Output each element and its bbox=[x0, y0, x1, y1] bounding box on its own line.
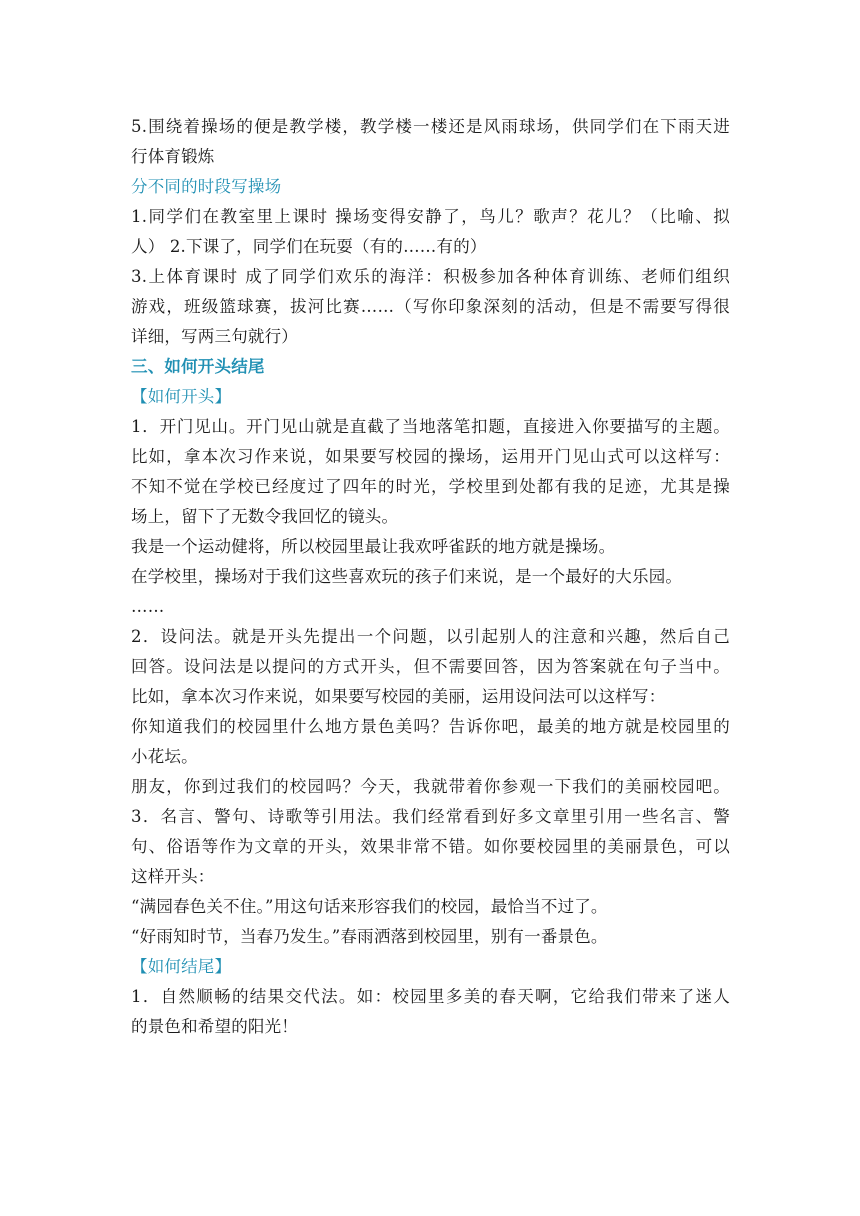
text-line: 游戏，班级篮球赛，拔河比赛……（写你印象深刻的活动，但是不需要写得很 bbox=[131, 297, 730, 316]
text-line: 1．自然顺畅的结果交代法。如：校园里多美的春天啊，它给我们带来了迷人 bbox=[131, 987, 730, 1006]
section-heading: 【如何结尾】 bbox=[131, 957, 232, 976]
text-line: 不知不觉在学校已经度过了四年的时光，学校里到处都有我的足迹，尤其是操 bbox=[131, 477, 730, 496]
text-line: 句、俗语等作为文章的开头，效果非常不错。如你要校园里的美丽景色，可以 bbox=[131, 837, 730, 856]
text-line: 1.同学们在教室里上课时 操场变得安静了，鸟儿？歌声？花儿？（比喻、拟 bbox=[131, 207, 730, 226]
text-line: 我是一个运动健将，所以校园里最让我欢呼雀跃的地方就是操场。 bbox=[131, 537, 616, 556]
section-heading: 分不同的时段写操场 bbox=[131, 177, 282, 196]
text-line: 1．开门见山。开门见山就是直截了当地落笔扣题，直接进入你要描写的主题。 bbox=[131, 417, 730, 436]
text-line: 比如，拿本次习作来说，如果要写校园的美丽，运用设问法可以这样写： bbox=[131, 687, 666, 706]
text-line: 详细，写两三句就行） bbox=[131, 327, 298, 346]
text-line: 3.上体育课时 成了同学们欢乐的海洋：积极参加各种体育训练、老师们组织 bbox=[131, 267, 730, 286]
text-line: 朋友，你到过我们的校园吗？今天，我就带着你参观一下我们的美丽校园吧。 bbox=[131, 777, 730, 796]
text-line: 行体育锻炼 bbox=[131, 147, 215, 166]
text-line: 人） 2.下课了，同学们在玩耍（有的……有的） bbox=[131, 237, 487, 256]
text-line: 小花坛。 bbox=[131, 747, 198, 766]
text-line: 在学校里，操场对于我们这些喜欢玩的孩子们来说，是一个最好的大乐园。 bbox=[131, 567, 683, 586]
text-line: 回答。设问法是以提问的方式开头，但不需要回答，因为答案就在句子当中。 bbox=[131, 657, 730, 676]
document-body bbox=[131, 112, 730, 1042]
text-line: 比如，拿本次习作来说，如果要写校园的操场，运用开门见山式可以这样写： bbox=[131, 447, 730, 466]
text-line: “好雨知时节，当春乃发生。”春雨洒落到校园里，别有一番景色。 bbox=[131, 927, 608, 946]
section-heading: 【如何开头】 bbox=[131, 387, 232, 406]
text-line: “满园春色关不住。”用这句话来形容我们的校园，最恰当不过了。 bbox=[131, 897, 608, 916]
text-line: 3．名言、警句、诗歌等引用法。我们经常看到好多文章里引用一些名言、警 bbox=[131, 807, 730, 826]
text-line: 你知道我们的校园里什么地方景色美吗？告诉你吧，最美的地方就是校园里的 bbox=[131, 717, 730, 736]
text-line: 这样开头： bbox=[131, 867, 215, 886]
text-line: 2．设问法。就是开头先提出一个问题，以引起别人的注意和兴趣，然后自己 bbox=[131, 627, 730, 646]
text-line: 5.围绕着操场的便是教学楼，教学楼一楼还是风雨球场，供同学们在下雨天进 bbox=[131, 117, 730, 136]
text-line: 的景色和希望的阳光！ bbox=[131, 1017, 298, 1036]
text-line: 场上，留下了无数令我回忆的镜头。 bbox=[131, 507, 399, 526]
section-heading: 三、如何开头结尾 bbox=[131, 357, 265, 376]
text-line: …… bbox=[131, 597, 165, 616]
